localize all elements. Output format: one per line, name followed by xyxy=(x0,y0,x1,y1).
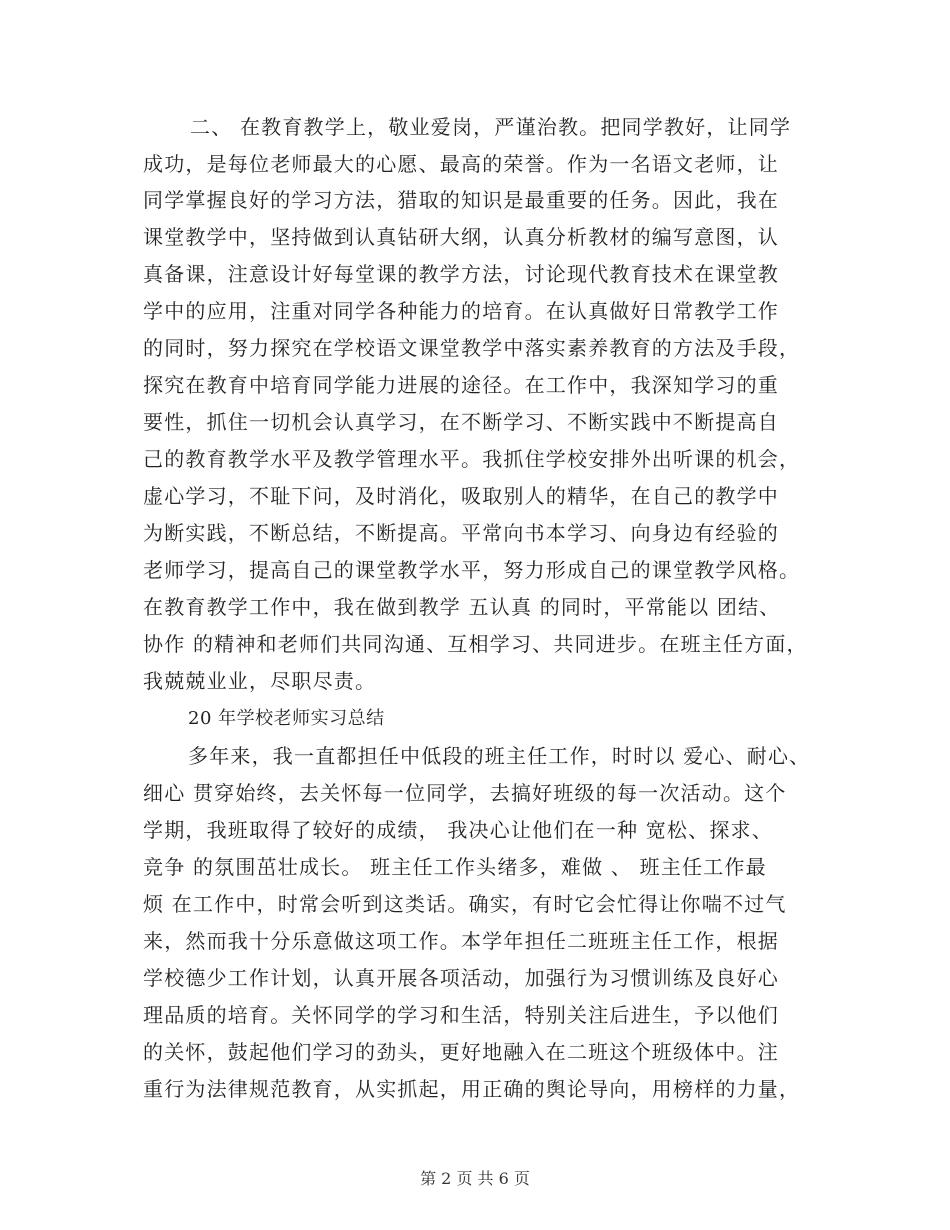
paragraph-line: 同学掌握良好的学习方法，猎取的知识是最重要的任务。因此，我在 xyxy=(143,188,779,212)
paragraph-line: 的关怀，鼓起他们学习的劲头，更好地融入在二班这个班级体中。注 xyxy=(143,1040,779,1064)
paragraph-line: 学期，我班取得了较好的成绩， 我决心让他们在一种 宽松、探求、 xyxy=(143,818,773,842)
paragraph-line: 我兢兢业业，尽职尽责。 xyxy=(143,669,377,693)
paragraph-line: 虚心学习，不耻下问，及时消化，吸取别人的精华，在自己的教学中 xyxy=(143,484,779,508)
paragraph-line: 协作 的精神和老师们共同沟通、互相学习、共同进步。在班主任方面， xyxy=(143,632,808,656)
paragraph-line: 学中的应用，注重对同学各种能力的培育。在认真做好日常教学工作 xyxy=(143,299,779,323)
paragraph-line: 课堂教学中，坚持做到认真钻研大纲，认真分析教材的编写意图，认 xyxy=(143,225,779,249)
section-heading: 20 年学校老师实习总结 xyxy=(188,708,385,729)
paragraph-line: 竞争 的氛围茁壮成长。 班主任工作头绪多，难做 、 班主任工作最 xyxy=(143,855,767,879)
paragraph-line: 探究在教育中培育同学能力进展的途径。在工作中，我深知学习的重 xyxy=(143,373,779,397)
paragraph-line: 学校德少工作计划，认真开展各项活动，加强行为习惯训练及良好心 xyxy=(143,966,779,990)
paragraph-line: 烦 在工作中，时常会听到这类话。确实，有时它会忙得让你喘不过气 xyxy=(143,892,787,916)
paragraph-line: 细心 贯穿始终，去关怀每一位同学，去搞好班级的每一次活动。这个 xyxy=(143,781,787,805)
paragraph-line: 重行为法律规范教育，从实抓起，用正确的舆论导向，用榜样的力量， xyxy=(143,1077,801,1101)
paragraph-line: 老师学习，提高自己的课堂教学水平，努力形成自己的课堂教学风格。 xyxy=(143,558,801,582)
paragraph-line: 要性，抓住一切机会认真学习，在不断学习、不断实践中不断提高自 xyxy=(143,410,779,434)
paragraph-line: 真备课，注意设计好每堂课的教学方法，讨论现代教育技术在课堂教 xyxy=(143,262,779,286)
paragraph-line: 的同时，努力探究在学校语文课堂教学中落实素养教育的方法及手段， xyxy=(143,336,801,360)
paragraph-line: 来，然而我十分乐意做这项工作。本学年担任二班班主任工作，根据 xyxy=(143,929,779,953)
paragraph-line: 己的教育教学水平及教学管理水平。我抓住学校安排外出听课的机会， xyxy=(143,447,801,471)
page-footer: 第 2 页 共 6 页 xyxy=(420,1169,530,1188)
paragraph-line: 为断实践，不断总结，不断提高。平常向书本学习、向身边有经验的 xyxy=(143,521,779,545)
paragraph-line: 在教育教学工作中，我在做到教学 五认真 的同时，平常能以 团结、 xyxy=(143,595,781,619)
paragraph-line: 二、 在教育教学上，敬业爱岗，严谨治教。把同学教好，让同学 xyxy=(190,115,792,139)
paragraph-line: 理品质的培育。关怀同学的学习和生活，特别关注后进生，予以他们 xyxy=(143,1003,779,1027)
paragraph-line: 成功，是每位老师最大的心愿、最高的荣誉。作为一名语文老师，让 xyxy=(143,152,779,176)
paragraph-line: 多年来，我一直都担任中低段的班主任工作，时时以 爱心、耐心、 xyxy=(188,744,811,768)
